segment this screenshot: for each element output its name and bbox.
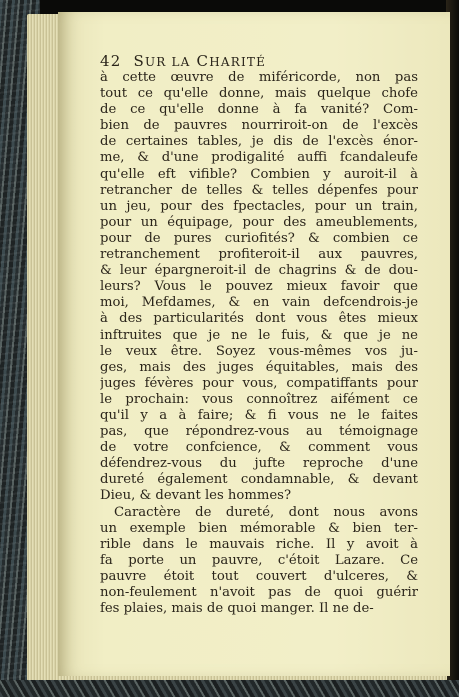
text-line: pour de pures curiofités? & combien ce xyxy=(100,230,418,246)
text-line: ges, mais des juges équitables, mais des xyxy=(100,359,418,375)
text-line: retranchement profiteroit-il aux pauvres, xyxy=(100,247,418,263)
text-line: de ce qu'elle donne à fa vanité? Com- xyxy=(100,102,418,118)
text-line: bien de pauvres nourriroit-on de l'excès xyxy=(100,118,418,134)
text-line: fes plaies, mais de quoi manger. Il ne de- xyxy=(100,601,374,617)
text-line: & leur épargneroit-il de chagrins & de dou- xyxy=(100,263,418,279)
text-line: dureté également condamnable, & devant xyxy=(100,472,418,488)
text-line: tout ce qu'elle donne, mais quelque chofe xyxy=(100,86,418,102)
text-line: Dieu, & devant les hommes? xyxy=(100,488,292,504)
text-line: pauvre étoit tout couvert d'ulceres, & xyxy=(100,568,418,584)
page-number: 42 xyxy=(100,52,122,70)
title-small-caps-1: UR LA xyxy=(144,55,191,69)
title-small-caps-2: HARITÉ xyxy=(209,55,267,69)
text-line: moi, Mefdames, & en vain defcendrois-je xyxy=(100,295,418,311)
text-line: un jeu, pour des fpectacles, pour un train, xyxy=(100,198,418,214)
text-line: non-feulement n'avoit pas de quoi guérir xyxy=(100,585,418,600)
text-line: retrancher de telles & telles dépenfes pour xyxy=(100,182,418,198)
title-initial-c: C xyxy=(196,52,210,70)
text-line: qu'elle eft vifible? Combien y auroit-il à xyxy=(100,166,418,182)
text-line: juges févères pour vous, compatiffants pour xyxy=(100,375,418,391)
text-line: qu'il y a à faire; & fi vous ne le faites xyxy=(100,407,418,423)
text-line: le prochain: vous connoîtrez aifément ce xyxy=(100,391,418,407)
running-title xyxy=(133,52,266,70)
text-line: à cette œuvre de miféricorde, non pas xyxy=(100,70,418,85)
text-line: défendrez-vous du jufte reproche d'une xyxy=(100,456,418,472)
running-header xyxy=(100,52,266,70)
marbled-board-bottom xyxy=(0,680,459,697)
text-line: à des particularités dont vous êtes mieux xyxy=(100,311,418,327)
text-line: me, & d'une prodigalité auffi fcandaleufe xyxy=(100,150,418,166)
text-line: leurs? Vous le pouvez mieux favoir que xyxy=(100,279,418,295)
title-initial-s: S xyxy=(133,52,145,70)
text-line: le veux être. Soyez vous-mêmes vos ju- xyxy=(100,343,418,359)
text-line: rible dans le mauvais riche. Il y avoit à xyxy=(100,536,418,552)
text-line: de certaines tables, je dis de l'excès énor- xyxy=(100,134,418,150)
text-line: fa porte un pauvre, c'étoit Lazare. Ce xyxy=(100,552,418,568)
text-line: un exemple bien mémorable & bien ter- xyxy=(100,520,418,536)
text-line: inftruites que je ne le fuis, & que je ne xyxy=(100,327,418,343)
text-line: de votre confcience, & comment vous xyxy=(100,440,418,456)
text-line: Caractère de dureté, dont nous avons xyxy=(114,504,418,520)
text-line: pas, que répondrez-vous au témoignage xyxy=(100,424,418,440)
body-text xyxy=(100,70,418,617)
text-line: pour un équipage, pour des ameublements, xyxy=(100,214,418,230)
